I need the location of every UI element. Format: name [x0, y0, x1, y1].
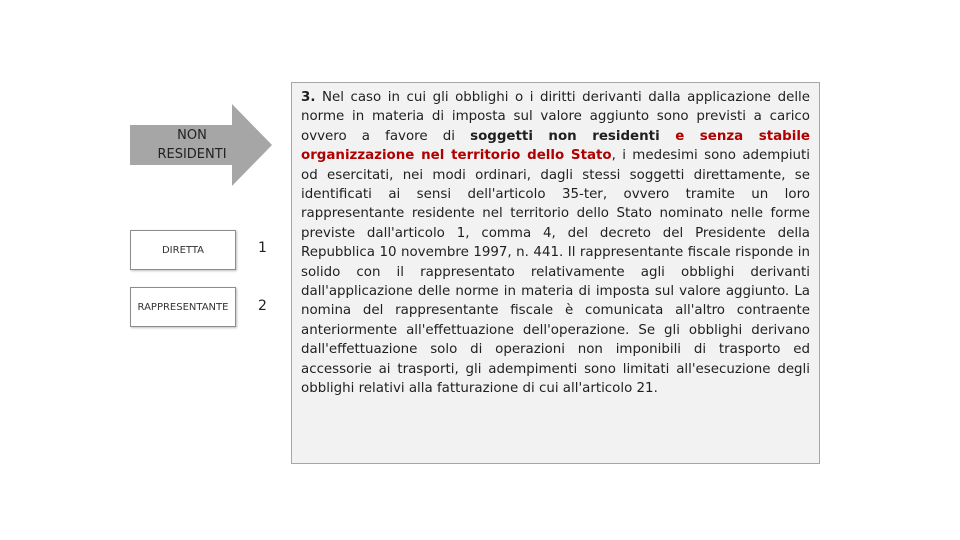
- box-diretta-label: DIRETTA: [161, 244, 205, 256]
- article-red-organizzazione: organizzazione nel territorio dello Stato: [301, 148, 612, 164]
- article-bold-non-residenti: soggetti non residenti: [470, 128, 660, 144]
- number-1: 1: [258, 240, 267, 256]
- number-2: 2: [258, 298, 267, 314]
- article-text-panel: [291, 82, 820, 464]
- box-diretta: [130, 230, 236, 270]
- arrow-label-line1: NON: [177, 128, 207, 143]
- article-paragraph: [301, 88, 810, 399]
- arrow-label: [130, 126, 254, 164]
- article-text-part1: Nel caso in cui gli obblighi o i diritti derivanti dalla applicazione delle norme in materia di imposta sul valore aggiunto sono previsti a carico ovvero a favore di: [301, 90, 810, 144]
- article-number: 3.: [301, 90, 316, 105]
- article-text-part2: , i medesimi sono adempiuti od esercitati, nei modi ordinari, dagli stessi soggetti direttamente, se identificati ai sensi dell'articolo 35-ter, ovvero tramite un loro rappresentante residente nel territorio dello Stato nominato nelle forme previste dall'articolo 1, comma 4, del decreto del Presidente della Repubblica 10 novembre 1997, n. 441. Il rappresentante fiscale risponde in solido con il rappresentato relativamente agli obblighi derivanti dall'applicazione delle norme in materia di imposta sul valore aggiunto. La nomina del rappresentante fiscale è comunicata all'altro contraente anteriormente all'effettuazione dell'operazione. Se gli obblighi derivano dall'effettuazione solo di operazioni non imponibili di trasporto ed accessorie ai trasporti, gli adempimenti sono limitati all'esecuzione degli obblighi relativi alla fatturazione di cui all'articolo 21.: [301, 148, 810, 397]
- arrow-label-line2: RESIDENTI: [157, 147, 227, 162]
- box-rappresentante-label: RAPPRESENTANTE: [137, 301, 229, 313]
- article-red-stabile: e senza stabile: [659, 128, 811, 144]
- box-rappresentante: [130, 287, 236, 327]
